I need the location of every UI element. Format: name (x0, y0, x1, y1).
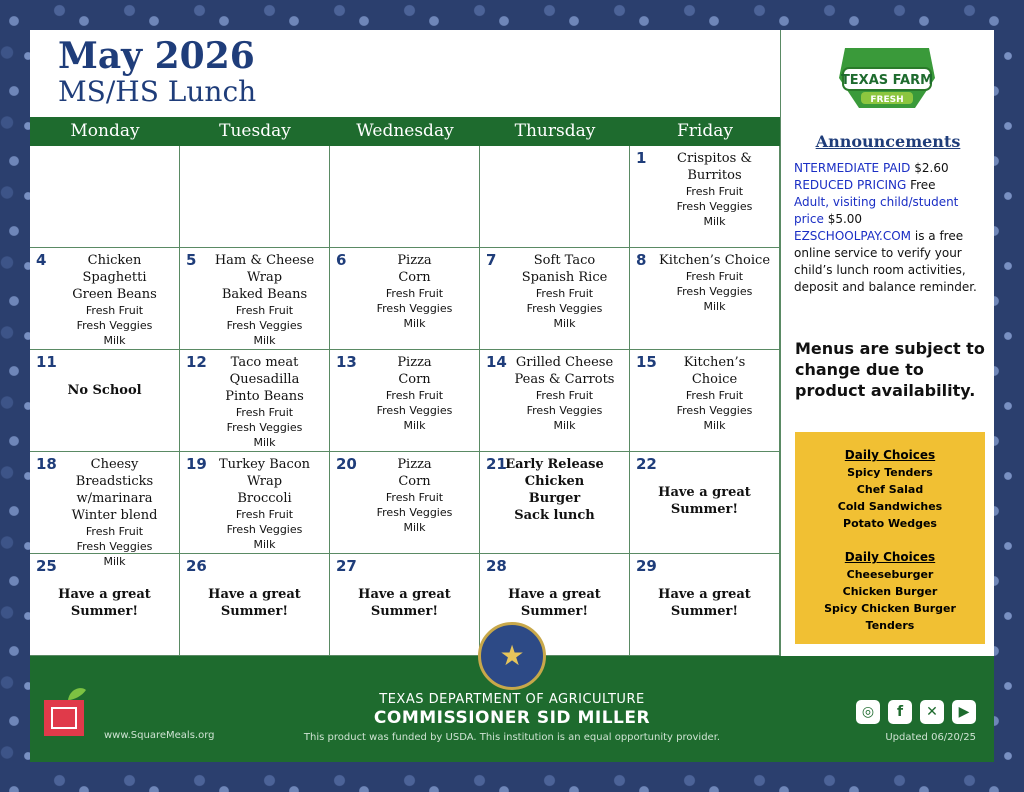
menu-item: Fresh Veggies (76, 540, 153, 553)
menu-item: Pizza (397, 253, 432, 268)
svg-text:FRESH: FRESH (870, 95, 904, 105)
day-number: 15 (636, 353, 657, 371)
choice-item: Cold Sandwiches (837, 500, 943, 513)
menu-item: Green Beans (72, 287, 157, 302)
menu-item: Milk (403, 419, 426, 432)
usda-note: This product was funded by USDA. This institution is an equal opportunity provider. (303, 732, 721, 743)
calendar-grid (30, 146, 780, 656)
day-number: 8 (636, 251, 647, 269)
day-special-note: Early Release Chicken Burger Sack lunch (505, 457, 604, 523)
social-links (856, 700, 976, 724)
menu-item: Fresh Veggies (226, 319, 303, 332)
day-number: 12 (186, 353, 207, 371)
calendar-day-cell (630, 452, 780, 554)
day-number: 22 (636, 455, 657, 473)
calendar-day-cell (30, 146, 180, 248)
day-number: 27 (336, 557, 357, 575)
page-subtitle: MS/HS Lunch (58, 75, 257, 108)
weekday-label: Friday (677, 121, 733, 141)
day-number: 28 (486, 557, 507, 575)
choice-item: Spicy Tenders (847, 466, 933, 479)
ezschoolpay-desc: is a free online service to verify your child’s lunch room activities, deposit and balance reminder. (794, 229, 977, 294)
day-menu (54, 456, 175, 569)
menu-item: Milk (253, 538, 276, 551)
menu-item: Milk (553, 419, 576, 432)
menu-item: Kitchen’s Choice (658, 253, 771, 268)
menu-item: Milk (253, 436, 276, 449)
calendar-day-cell (30, 248, 180, 350)
menu-item: Burritos (687, 168, 742, 183)
choice-item: Tenders (865, 619, 915, 632)
paid-label: NTERMEDIATE PAID (794, 161, 911, 175)
commissioner-name: COMMISSIONER SID MILLER (373, 708, 651, 728)
menu-sheet (30, 30, 994, 762)
sidebar (780, 30, 994, 656)
day-number: 7 (486, 251, 497, 269)
calendar-day-cell (180, 554, 330, 656)
calendar-day-cell (630, 350, 780, 452)
menu-item: Fresh Veggies (76, 319, 153, 332)
day-number: 20 (336, 455, 357, 473)
menu-item: Fresh Fruit (235, 304, 294, 317)
menu-item: Winter blend (71, 508, 158, 523)
calendar-day-cell (180, 146, 330, 248)
menu-item: Fresh Fruit (85, 525, 144, 538)
day-number: 26 (186, 557, 207, 575)
menu-item: Peas & Carrots (514, 372, 615, 387)
choice-item: Spicy Chicken Burger (824, 602, 956, 615)
menu-item: Turkey Bacon (218, 457, 311, 472)
calendar-day-cell (480, 350, 630, 452)
day-menu (654, 252, 775, 314)
day-number: 5 (186, 251, 197, 269)
menu-item: Milk (553, 317, 576, 330)
weekday-label: Tuesday (219, 121, 291, 141)
menu-item: Soft Taco (533, 253, 596, 268)
day-menu (354, 354, 475, 433)
daily-choices-title: Daily Choices (844, 550, 936, 564)
menu-item: Ham & Cheese (214, 253, 315, 268)
day-special-note: Have a great Summer! (58, 587, 151, 619)
menu-item: Milk (703, 215, 726, 228)
tda-seal-icon (478, 622, 546, 690)
calendar-day-cell (30, 554, 180, 656)
day-number: 19 (186, 455, 207, 473)
menu-item: Fresh Veggies (676, 285, 753, 298)
menu-item: Fresh Veggies (376, 506, 453, 519)
day-menu (354, 252, 475, 331)
adult-label: Adult, visiting child/student price (794, 195, 959, 226)
menu-item: Pinto Beans (225, 389, 304, 404)
day-menu (504, 252, 625, 331)
menu-item: Wrap (246, 270, 283, 285)
footer (30, 656, 994, 762)
menu-item: Fresh Fruit (235, 508, 294, 521)
calendar-day-cell (330, 452, 480, 554)
adult-price: $5.00 (827, 212, 863, 226)
daily-choices-box (795, 432, 985, 644)
facebook-icon[interactable]: f (888, 700, 912, 724)
menu-item: Choice (691, 372, 738, 387)
announcements-title: Announcements (815, 132, 961, 151)
menu-item: Pizza (397, 457, 432, 472)
menu-item: Fresh Fruit (385, 389, 444, 402)
choice-item: Chicken Burger (842, 585, 938, 598)
menu-item: Milk (103, 555, 126, 568)
menu-item: Fresh Fruit (385, 287, 444, 300)
menu-item: Fresh Fruit (235, 406, 294, 419)
day-number: 21 (486, 455, 507, 473)
menu-item: Crispitos & (677, 151, 752, 166)
menu-item: Corn (398, 372, 431, 387)
menu-item: Fresh Veggies (226, 421, 303, 434)
menu-item: Milk (703, 419, 726, 432)
day-number: 4 (36, 251, 47, 269)
choice-item: Cheeseburger (846, 568, 934, 581)
menu-item: Fresh Veggies (526, 302, 603, 315)
day-number: 11 (36, 353, 57, 371)
menu-item: Taco meat (230, 355, 299, 370)
x-icon[interactable]: ✕ (920, 700, 944, 724)
daily-choices-title: Daily Choices (844, 448, 936, 462)
menu-item: w/marinara (76, 491, 153, 506)
menu-item: Spanish Rice (521, 270, 608, 285)
instagram-icon[interactable]: ◎ (856, 700, 880, 724)
menu-item: Chicken Spaghetti (82, 253, 147, 285)
menu-item: Baked Beans (221, 287, 308, 302)
day-number: 14 (486, 353, 507, 371)
choice-item: Chef Salad (856, 483, 924, 496)
day-special-note: Have a great Summer! (208, 587, 301, 619)
menu-item: Broccoli (237, 491, 292, 506)
weekday-label: Wednesday (356, 121, 454, 141)
day-special-note: Have a great Summer! (358, 587, 451, 619)
menu-item: Breadsticks (75, 474, 154, 489)
calendar-day-cell (330, 350, 480, 452)
day-number: 18 (36, 455, 57, 473)
calendar-day-cell (30, 350, 180, 452)
menu-item: Cheesy (90, 457, 139, 472)
menu-item: Milk (403, 521, 426, 534)
reduced-label: REDUCED PRICING (794, 178, 907, 192)
menu-item: Fresh Fruit (85, 304, 144, 317)
dept-name: TEXAS DEPARTMENT OF AGRICULTURE (379, 692, 645, 707)
title-area (30, 30, 780, 117)
page-title: May 2026 (58, 35, 255, 77)
ezschoolpay-link[interactable]: EZSCHOOLPAY.COM (794, 229, 912, 243)
day-menu (654, 354, 775, 433)
menu-item: Milk (403, 317, 426, 330)
updated-date: Updated 06/20/25 (885, 732, 976, 743)
announcements-body (794, 160, 990, 296)
day-special-note: Have a great Summer! (658, 587, 751, 619)
day-menu (204, 252, 325, 348)
youtube-icon[interactable]: ▶ (952, 700, 976, 724)
day-menu (204, 456, 325, 552)
menu-item: Grilled Cheese (515, 355, 614, 370)
day-number: 13 (336, 353, 357, 371)
calendar-day-cell (480, 248, 630, 350)
day-special-note: Have a great Summer! (508, 587, 601, 619)
texas-farm-fresh-logo (825, 38, 949, 118)
day-menu (654, 150, 775, 229)
menu-item: Fresh Veggies (376, 302, 453, 315)
day-special-note: Have a great Summer! (658, 485, 751, 517)
menu-item: Fresh Veggies (226, 523, 303, 536)
calendar-day-cell (480, 146, 630, 248)
menu-item: Corn (398, 270, 431, 285)
weekday-label: Thursday (514, 121, 596, 141)
menu-item: Milk (253, 334, 276, 347)
calendar-day-cell (180, 248, 330, 350)
calendar-day-cell (180, 452, 330, 554)
menu-item: Fresh Fruit (535, 389, 594, 402)
menu-item: Fresh Veggies (526, 404, 603, 417)
menu-item: Milk (103, 334, 126, 347)
day-number: 29 (636, 557, 657, 575)
menu-item: Kitchen’s (683, 355, 746, 370)
menu-item: Fresh Fruit (685, 270, 744, 283)
menu-item: Quesadilla (229, 372, 300, 387)
choice-item: Potato Wedges (843, 517, 937, 530)
subject-note: Menus are subject to change due to product availability. (795, 339, 985, 400)
menu-item: Fresh Fruit (685, 389, 744, 402)
day-special-note: No School (67, 383, 142, 398)
menu-item: Pizza (397, 355, 432, 370)
menu-item: Milk (703, 300, 726, 313)
day-menu (204, 354, 325, 450)
day-menu (54, 252, 175, 348)
menu-item: Fresh Fruit (535, 287, 594, 300)
menu-item: Fresh Veggies (676, 404, 753, 417)
menu-item: Fresh Fruit (685, 185, 744, 198)
calendar-day-cell (180, 350, 330, 452)
day-menu (504, 354, 625, 433)
weekday-label: Monday (70, 121, 140, 141)
calendar-day-cell (630, 146, 780, 248)
menu-item: Corn (398, 474, 431, 489)
weekday-header (30, 117, 780, 146)
calendar-day-cell (630, 248, 780, 350)
calendar-day-cell (330, 248, 480, 350)
menu-item: Wrap (246, 474, 283, 489)
menu-item: Fresh Veggies (376, 404, 453, 417)
menu-item: Fresh Veggies (676, 200, 753, 213)
svg-text:TEXAS FARM: TEXAS FARM (840, 73, 934, 88)
day-number: 1 (636, 149, 647, 167)
day-number: 25 (36, 557, 57, 575)
day-menu (354, 456, 475, 535)
square-meals-link[interactable]: www.SquareMeals.org (104, 730, 215, 741)
calendar-day-cell (330, 554, 480, 656)
calendar-day-cell (630, 554, 780, 656)
reduced-price: Free (910, 178, 936, 192)
calendar-day-cell (330, 146, 480, 248)
calendar-day-cell (480, 452, 630, 554)
day-number: 6 (336, 251, 347, 269)
paid-price: $2.60 (914, 161, 949, 175)
menu-item: Fresh Fruit (385, 491, 444, 504)
